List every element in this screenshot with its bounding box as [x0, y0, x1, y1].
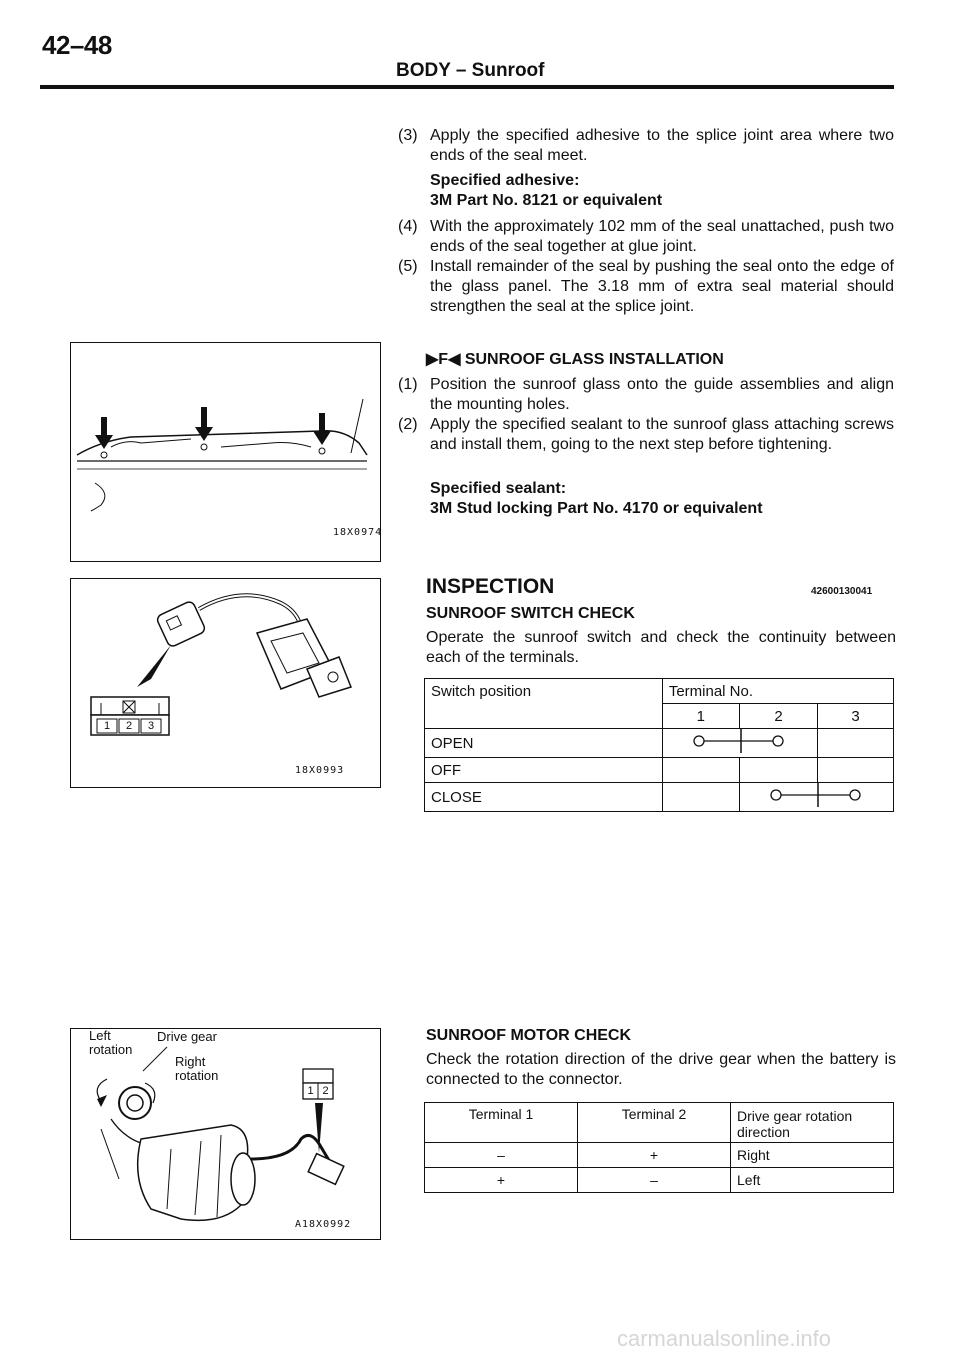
step-text: Apply the specified sealant to the sunroof glass attaching screws and install them, going to the next step before tightening. [430, 416, 894, 453]
empty-cell [818, 729, 894, 758]
adhesive-value: 3M Part No. 8121 or equivalent [430, 192, 663, 209]
table-row [425, 783, 894, 812]
figure-code: A18X0992 [295, 1219, 352, 1230]
switch-check-heading: SUNROOF SWITCH CHECK [426, 605, 635, 622]
step-number: (3) [398, 127, 418, 144]
table-row [425, 1143, 894, 1168]
empty-cell [818, 758, 894, 783]
step-number: (2) [398, 416, 418, 433]
cell-terminal-2: + [578, 1143, 731, 1168]
glass-step-1 [398, 375, 894, 415]
cell-terminal-2: – [578, 1168, 731, 1193]
adhesive-label: Specified adhesive: [430, 172, 580, 189]
row-position: CLOSE [425, 783, 663, 812]
col-switch-position: Switch position [425, 679, 663, 729]
motor-table [424, 1102, 894, 1193]
connector-pin-3: 3 [147, 720, 155, 732]
cell-terminal-1: – [425, 1143, 578, 1168]
continuity-cell [662, 729, 817, 758]
terminal-1-header: 1 [662, 704, 739, 729]
label-left-rotation: Left rotation [89, 1028, 133, 1057]
step-4-push [398, 217, 894, 257]
motor-check-intro: Check the rotation direction of the drive gear when the battery is connected to the connector. [426, 1051, 896, 1088]
figure-code: 18X0993 [295, 765, 345, 776]
step-number: (4) [398, 218, 418, 235]
step-3-adhesive [398, 126, 894, 166]
cell-rotation: Left [731, 1168, 894, 1193]
continuity-open-1-2 [663, 729, 813, 753]
glass-step-2 [398, 415, 894, 455]
header-rule [40, 85, 894, 89]
figure-code: 18X0974 [333, 527, 383, 538]
step-text: Install remainder of the seal by pushing the seal onto the edge of the glass panel. The 3.18 mm of extra seal material should strengthen the seal at the splice joint. [430, 258, 894, 315]
col-terminal-no: Terminal No. [662, 679, 893, 704]
table-row [425, 1168, 894, 1193]
col-terminal-1: Terminal 1 [425, 1103, 578, 1143]
inspection-code: 42600130041 [811, 586, 873, 597]
terminal-2-header: 2 [739, 704, 817, 729]
continuity-cell [739, 783, 893, 812]
connector-pin-2: 2 [322, 1085, 329, 1097]
empty-cell [739, 758, 817, 783]
adhesive-spec [398, 171, 894, 211]
label-right-rotation: Right rotation [175, 1054, 219, 1083]
row-position: OFF [425, 758, 663, 783]
figure-sunroof-motor [70, 1028, 381, 1240]
table-row [425, 758, 894, 783]
switch-table [424, 678, 894, 812]
step-number: (5) [398, 258, 418, 275]
sealant-value: 3M Stud locking Part No. 4170 or equivalent [430, 500, 763, 517]
cell-terminal-1: + [425, 1168, 578, 1193]
motor-check-heading: SUNROOF MOTOR CHECK [426, 1027, 632, 1044]
table-row [425, 729, 894, 758]
cell-rotation: Right [731, 1143, 894, 1168]
glass-install-heading [398, 350, 894, 370]
row-position: OPEN [425, 729, 663, 758]
step-text: Position the sunroof glass onto the guide assemblies and align the mounting holes. [430, 376, 894, 413]
inspection-heading: INSPECTION [426, 575, 555, 598]
connector-pin-2: 2 [125, 720, 133, 732]
figure-sunroof-switch [70, 578, 381, 788]
connector-pin-1: 1 [103, 720, 111, 732]
switch-check-intro: Operate the sunroof switch and check the continuity between each of the terminals. [426, 629, 896, 666]
step-number: (1) [398, 376, 418, 393]
step-text: Apply the specified adhesive to the splice joint area where two ends of the seal meet. [430, 127, 894, 164]
step-text: With the approximately 102 mm of the seal unattached, push two ends of the seal together at glue joint. [430, 218, 894, 255]
switch-drawing [71, 579, 380, 787]
sealant-label: Specified sealant: [430, 480, 567, 497]
page-number: 42–48 [42, 30, 112, 60]
figure-seal-section [70, 342, 381, 562]
empty-cell [662, 783, 739, 812]
sealant-spec [398, 479, 894, 519]
col-terminal-2: Terminal 2 [578, 1103, 731, 1143]
terminal-3-header: 3 [818, 704, 894, 729]
heading-text: ▶F◀ SUNROOF GLASS INSTALLATION [426, 351, 724, 368]
label-drive-gear: Drive gear [157, 1029, 217, 1044]
continuity-close-2-3 [740, 783, 890, 807]
col-drive-gear-rotation: Drive gear rotation direction [731, 1103, 894, 1143]
page-title: BODY – Sunroof [396, 60, 545, 81]
step-5-install [398, 257, 894, 317]
watermark: carmanualsonline.info [617, 1326, 832, 1351]
empty-cell [662, 758, 739, 783]
connector-pin-1: 1 [307, 1085, 314, 1097]
